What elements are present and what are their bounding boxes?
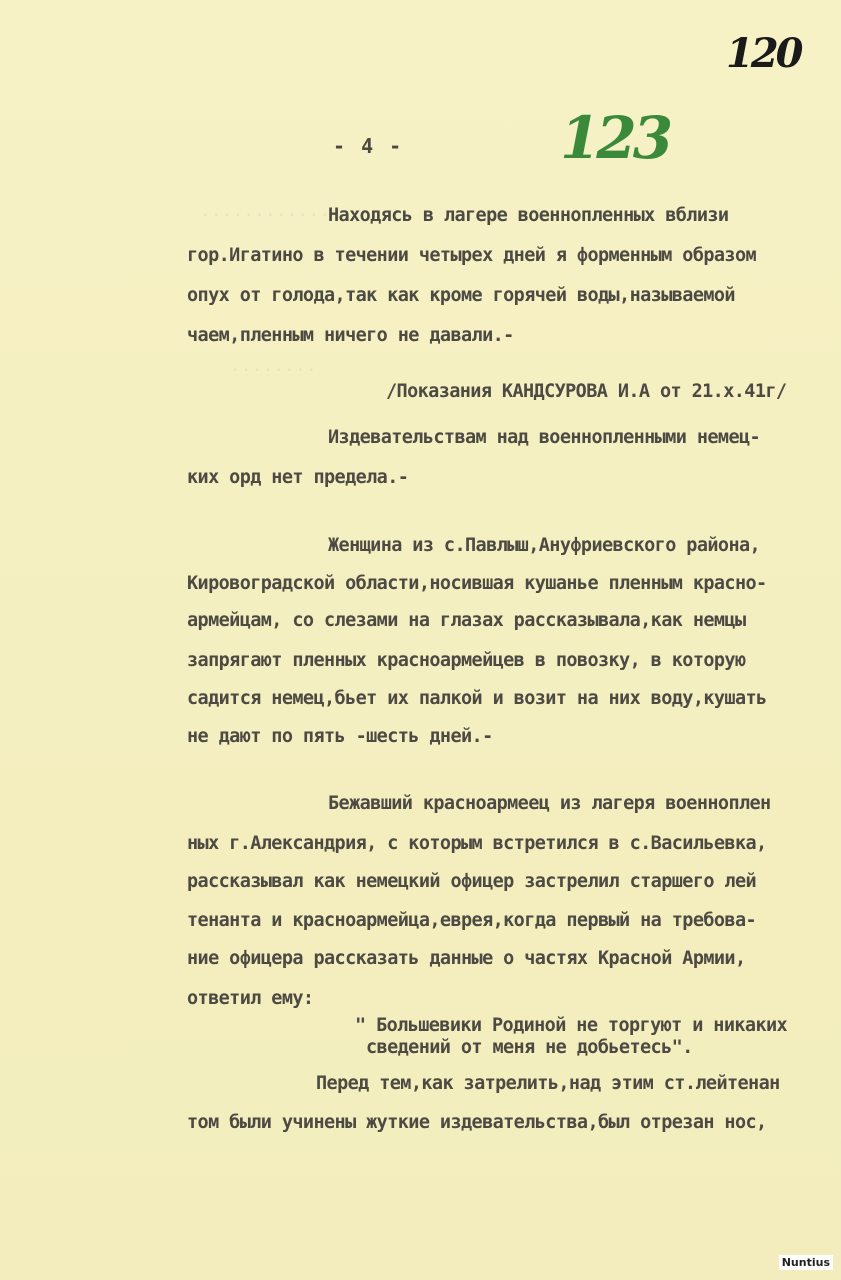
text-line: садится немец,бьет их палкой и возит на них воду,кушать: [187, 688, 767, 709]
text-line: гор.Игатино в течении четырех дней я форменным образом: [187, 245, 757, 266]
handwritten-green-number: 123: [560, 104, 670, 172]
quote-line: " Большевики Родиной не торгуют и никаких: [355, 1015, 788, 1036]
testimony-reference: /Показания КАНДСУРОВА И.А от 21.х.41г/: [386, 381, 787, 402]
text-line: Издевательствам над военнопленными немец-: [328, 427, 761, 448]
text-line: ных г.Александрия, с которым встретился в с.Васильевка,: [187, 833, 767, 854]
watermark-label: Nuntius: [779, 1255, 833, 1270]
text-line: тенанта и красноармейца,еврея,когда первый на требова-: [187, 910, 757, 931]
text-line: запрягают пленных красноармейцев в повозку, в которую: [187, 650, 746, 671]
text-line: чаем,пленным ничего не давали.-: [187, 325, 514, 346]
text-line: ние офицера рассказать данные о частях Красной Армии,: [187, 948, 746, 969]
text-line: Находясь в лагере военнопленных вблизи: [328, 205, 729, 226]
text-line: Кировоградской области,носившая кушанье пленным красно-: [187, 573, 767, 594]
text-line: Перед тем,как затрелить,над этим ст.лейтенан: [316, 1073, 780, 1094]
text-line: Бежавший красноармеец из лагеря военноплен: [328, 793, 771, 814]
text-line: рассказывал как немецкий офицер застрелил старшего лей: [187, 871, 757, 892]
text-line: Женщина из с.Павлыш,Ануфриевского района,: [328, 535, 761, 556]
text-line: армейцам, со слезами на глазах рассказывала,как немцы: [187, 610, 746, 631]
text-line: ответил ему:: [187, 988, 314, 1009]
text-line: опух от голода,так как кроме горячей воды,называемой: [187, 285, 735, 306]
quote-line: сведений от меня не добьетесь".: [366, 1037, 693, 1058]
bleed-through-text: ············: [200, 205, 331, 226]
text-line: том были учинены жуткие издевательства,был отрезан нос,: [187, 1112, 767, 1133]
handwritten-page-number: 120: [726, 30, 801, 77]
text-line: ких орд нет предела.-: [187, 467, 409, 488]
page-number: - 4 -: [333, 134, 404, 158]
bleed-through-text: ········: [230, 360, 317, 381]
text-line: не дают по пять -шесть дней.-: [187, 726, 493, 747]
